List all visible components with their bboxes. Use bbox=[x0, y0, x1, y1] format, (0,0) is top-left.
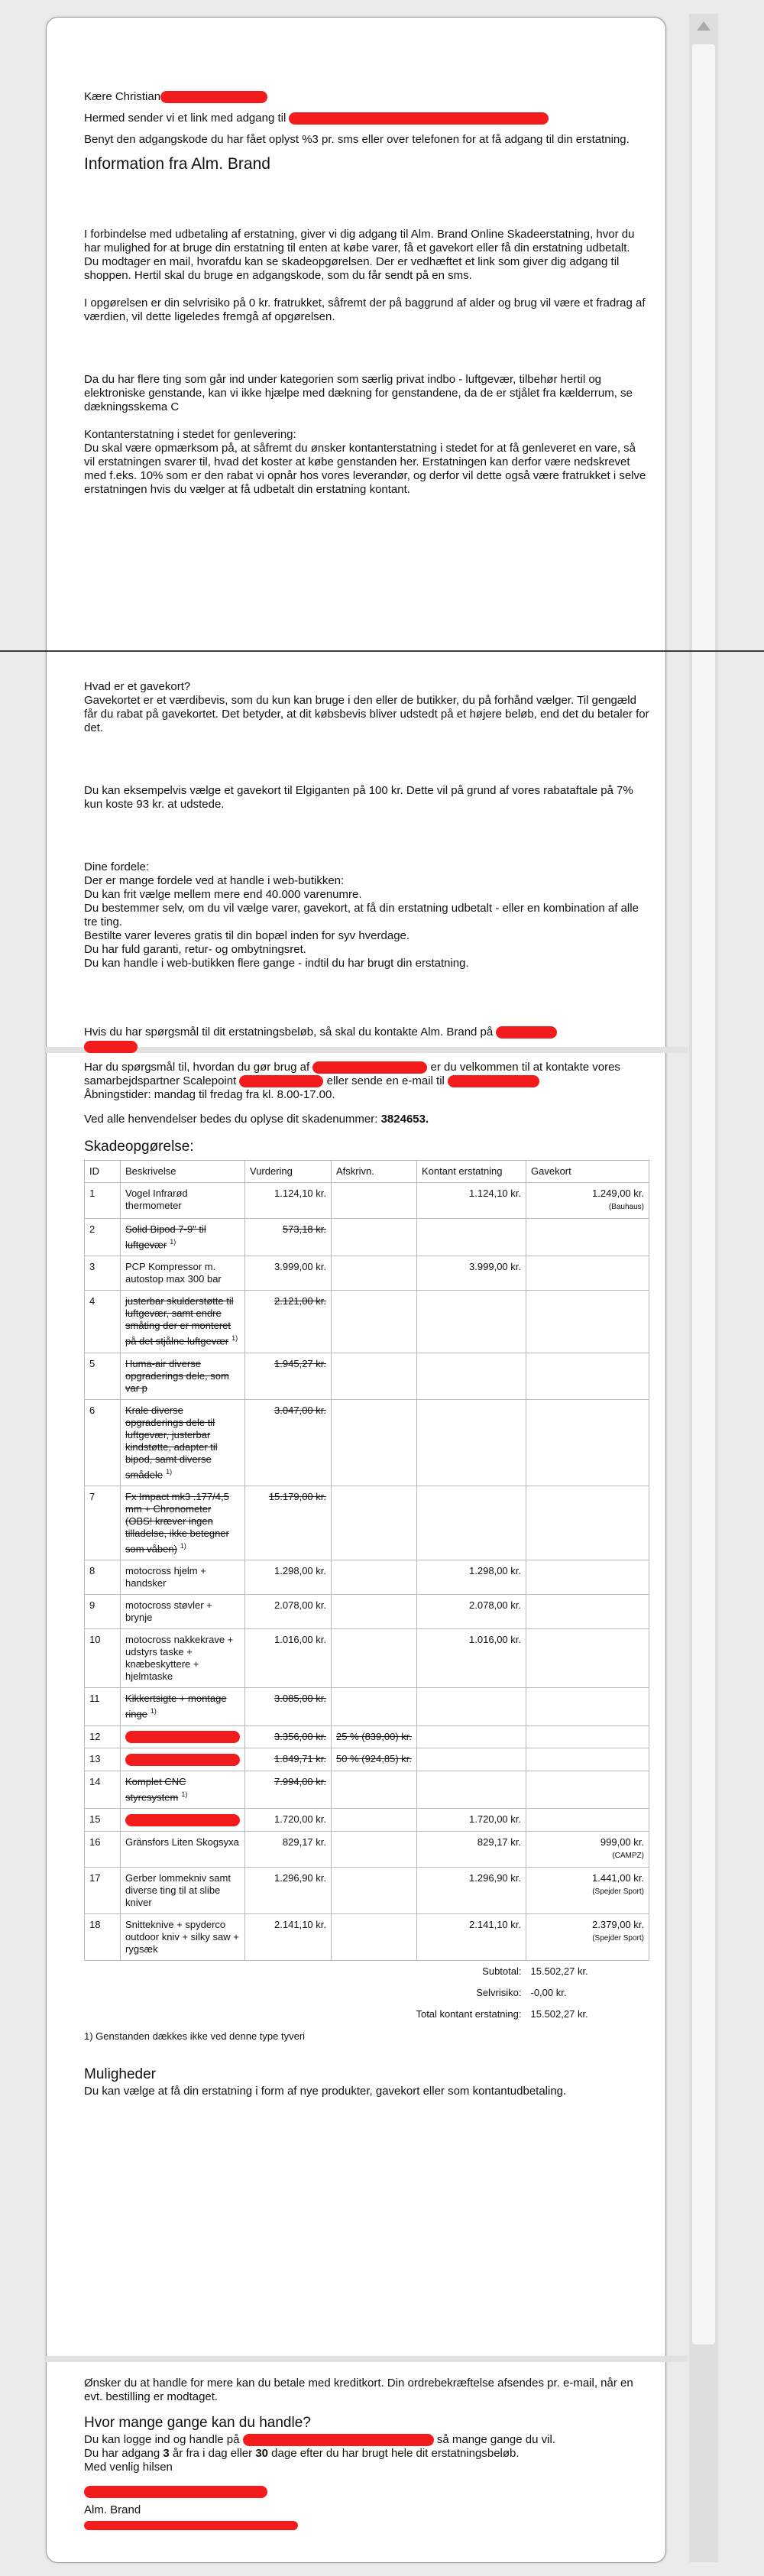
row-footnote-ref: 1) bbox=[180, 1542, 186, 1550]
row-giftcard bbox=[526, 1748, 649, 1771]
row-id-text: 13 bbox=[89, 1753, 101, 1765]
row-cash-text: 1.124,10 kr. bbox=[469, 1188, 521, 1200]
deductible-value: -0,00 kr. bbox=[530, 1986, 567, 1998]
contact-section bbox=[84, 1026, 649, 2098]
row-id bbox=[85, 1560, 121, 1595]
redacted-phone bbox=[496, 1026, 557, 1039]
row-giftcard bbox=[526, 1560, 649, 1595]
row-description bbox=[121, 1353, 245, 1399]
row-depreciation bbox=[332, 1688, 417, 1725]
row-cash-text: 1.720,00 kr. bbox=[469, 1813, 521, 1826]
row-cash bbox=[417, 1486, 526, 1560]
row-giftcard bbox=[526, 1353, 649, 1399]
row-depreciation bbox=[332, 1256, 417, 1291]
info-heading: Information fra Alm. Brand bbox=[84, 155, 270, 173]
row-valuation bbox=[245, 1629, 332, 1688]
row-cash-text: 2.078,00 kr. bbox=[469, 1599, 521, 1612]
row-cash bbox=[417, 1399, 526, 1486]
row-depreciation bbox=[332, 1725, 417, 1748]
table-row bbox=[85, 1595, 649, 1629]
redacted-description bbox=[125, 1754, 240, 1766]
row-cash-text: 1.298,00 kr. bbox=[469, 1565, 521, 1577]
benefit-item: Der er mange fordele ved at handle i web-butikken: bbox=[84, 874, 345, 887]
row-cash bbox=[417, 1595, 526, 1629]
row-description bbox=[121, 1291, 245, 1353]
total-label: Total kontant erstatning: bbox=[416, 2007, 522, 2020]
row-id-text: 3 bbox=[89, 1261, 96, 1273]
row-cash bbox=[417, 1560, 526, 1595]
deductible-row bbox=[85, 1982, 649, 2004]
row-description bbox=[121, 1867, 245, 1913]
row-valuation bbox=[245, 1831, 332, 1867]
row-depreciation-text: 50 % (924,85) kr. bbox=[336, 1753, 412, 1765]
row-giftcard bbox=[526, 1771, 649, 1808]
times-access-text: Du har adgang bbox=[84, 2447, 163, 2460]
row-description-text: Snitteknive + spyderco outdoor kniv + silky saw + rygsæk bbox=[125, 1918, 239, 1955]
row-valuation bbox=[245, 1183, 332, 1219]
row-description-text: motocross støvler + brynje bbox=[125, 1599, 212, 1624]
row-valuation bbox=[245, 1595, 332, 1629]
row-valuation-text: 1.016,00 kr. bbox=[274, 1634, 326, 1646]
row-valuation-text: 2.141,10 kr. bbox=[274, 1918, 326, 1930]
row-depreciation bbox=[332, 1831, 417, 1867]
row-giftcard bbox=[526, 1486, 649, 1560]
row-valuation bbox=[245, 1913, 332, 1960]
benefit-item: Du kan frit vælge mellem mere end 40.000 varenumre. bbox=[84, 888, 362, 901]
row-description bbox=[121, 1831, 245, 1867]
row-valuation bbox=[245, 1748, 332, 1771]
row-giftcard bbox=[526, 1629, 649, 1688]
table-row bbox=[85, 1353, 649, 1399]
row-valuation-text: 1.945,27 kr. bbox=[274, 1357, 326, 1369]
row-valuation bbox=[245, 1353, 332, 1399]
row-valuation bbox=[245, 1219, 332, 1256]
row-description bbox=[121, 1809, 245, 1832]
row-cash bbox=[417, 1291, 526, 1353]
row-id bbox=[85, 1725, 121, 1748]
row-giftcard bbox=[526, 1183, 649, 1219]
row-id bbox=[85, 1353, 121, 1399]
table-header-row bbox=[85, 1161, 649, 1183]
row-depreciation bbox=[332, 1219, 417, 1256]
row-cash-text: 3.999,00 kr. bbox=[469, 1261, 521, 1273]
row-giftcard bbox=[526, 1831, 649, 1867]
claim-number: 3824653. bbox=[380, 1113, 429, 1126]
row-footnote-ref: 1) bbox=[231, 1334, 238, 1343]
times-days: 30 bbox=[255, 2447, 269, 2460]
redacted-link bbox=[289, 112, 549, 125]
scrollbar[interactable] bbox=[689, 14, 718, 2562]
row-description-text: Vogel Infrarød thermometer bbox=[125, 1188, 188, 1212]
table-row bbox=[85, 1291, 649, 1353]
intro-link-text: Hermed sender vi et link med adgang til bbox=[84, 112, 286, 125]
row-depreciation bbox=[332, 1353, 417, 1399]
table-row bbox=[85, 1809, 649, 1832]
row-id-text: 9 bbox=[89, 1599, 96, 1612]
row-description-text: Komplet CNC styresystem bbox=[125, 1775, 186, 1803]
row-shop: (Spejder Sport) bbox=[592, 1933, 644, 1943]
row-depreciation bbox=[332, 1748, 417, 1771]
row-depreciation bbox=[332, 1291, 417, 1353]
table-row bbox=[85, 1486, 649, 1560]
row-cash bbox=[417, 1771, 526, 1808]
row-description-text: Kikkertsigte + montage ringe bbox=[125, 1693, 227, 1720]
times-access-tail: dage efter du har brugt hele dit erstatningsbeløb. bbox=[268, 2447, 520, 2460]
row-valuation-text: 1.124,10 kr. bbox=[274, 1188, 326, 1200]
row-footnote-ref: 1) bbox=[150, 1707, 157, 1716]
redacted-address bbox=[84, 2521, 298, 2530]
row-description bbox=[121, 1399, 245, 1486]
row-cash bbox=[417, 1867, 526, 1913]
row-giftcard bbox=[526, 1725, 649, 1748]
times-access-mid: år fra i dag eller bbox=[169, 2447, 256, 2460]
row-id bbox=[85, 1688, 121, 1725]
row-id bbox=[85, 1809, 121, 1832]
row-valuation-text: 1.296,90 kr. bbox=[274, 1871, 326, 1884]
row-id-text: 8 bbox=[89, 1565, 96, 1577]
row-valuation bbox=[245, 1725, 332, 1748]
redacted-phone bbox=[84, 1041, 138, 1053]
row-valuation bbox=[245, 1399, 332, 1486]
contact-email-text: eller sende en e-mail til bbox=[326, 1074, 445, 1088]
band-divider bbox=[46, 2356, 688, 2362]
row-giftcard bbox=[526, 1688, 649, 1725]
subtotal-label: Subtotal: bbox=[482, 1965, 522, 1977]
row-id bbox=[85, 1771, 121, 1808]
row-description bbox=[121, 1913, 245, 1960]
row-id-text: 7 bbox=[89, 1491, 96, 1503]
row-id bbox=[85, 1399, 121, 1486]
times-years: 3 bbox=[163, 2447, 170, 2460]
row-valuation-text: 573,18 kr. bbox=[282, 1223, 326, 1236]
row-giftcard-text: 1.441,00 kr. bbox=[592, 1871, 644, 1884]
benefit-item: Du kan handle i web-butikken flere gange - indtil du har brugt din erstatning. bbox=[84, 957, 469, 970]
row-valuation bbox=[245, 1486, 332, 1560]
table-heading: Skadeopgørelse: bbox=[84, 1139, 194, 1155]
row-depreciation bbox=[332, 1183, 417, 1219]
table-row bbox=[85, 1183, 649, 1219]
row-cash bbox=[417, 1831, 526, 1867]
table-row bbox=[85, 1725, 649, 1748]
row-depreciation bbox=[332, 1913, 417, 1960]
col-id: ID bbox=[85, 1161, 121, 1183]
row-cash bbox=[417, 1219, 526, 1256]
row-cash-text: 1.296,90 kr. bbox=[469, 1871, 521, 1884]
row-id-text: 4 bbox=[89, 1295, 96, 1307]
row-description-text: Fx Impact mk3 .177/4,5 mm + Chronometer (OBS! kræver ingen tilladelse, ikke betegner som våben) bbox=[125, 1491, 229, 1555]
subtotal-value: 15.502,27 kr. bbox=[530, 1965, 588, 1977]
row-cash-text: 2.141,10 kr. bbox=[469, 1918, 521, 1930]
row-cash-text: 829,17 kr. bbox=[477, 1836, 521, 1848]
row-description-text: motocross hjelm + handsker bbox=[125, 1565, 206, 1589]
row-description bbox=[121, 1748, 245, 1771]
row-description-text: Huma-air diverse opgraderings dele, som var p bbox=[125, 1357, 229, 1394]
table-row bbox=[85, 1560, 649, 1595]
row-cash-text: 1.016,00 kr. bbox=[469, 1634, 521, 1646]
row-description-text: justerbar skulderstøtte til luftgevær, samt endre småting der er monteret på det stjålne luftgevær bbox=[125, 1295, 234, 1347]
row-valuation bbox=[245, 1560, 332, 1595]
row-depreciation bbox=[332, 1771, 417, 1808]
row-id-text: 16 bbox=[89, 1836, 101, 1848]
row-cash bbox=[417, 1913, 526, 1960]
gift-title: Hvad er et gavekort? bbox=[84, 680, 191, 693]
subtotal-row bbox=[85, 1960, 649, 1982]
redacted-link bbox=[243, 2434, 434, 2446]
row-description bbox=[121, 1688, 245, 1725]
benefit-item: Bestilte varer leveres gratis til din bopæl inden for syv hverdage. bbox=[84, 929, 410, 942]
row-description bbox=[121, 1725, 245, 1748]
row-description-text: PCP Kompressor m. autostop max 300 bar bbox=[125, 1261, 222, 1285]
table-row bbox=[85, 1831, 649, 1867]
times-login-tail: så mange gange du vil. bbox=[436, 2433, 555, 2446]
footnote: 1) Genstanden dækkes ikke ved denne type tyveri bbox=[84, 2030, 306, 2042]
row-description-text: motocross nakkekrave + udstyrs taske + knæbeskyttere + hjelmtaske bbox=[125, 1634, 234, 1683]
row-id-text: 11 bbox=[89, 1693, 100, 1705]
col-description: Beskrivelse bbox=[121, 1161, 245, 1183]
para-cash: Du skal være opmærksom på, at såfremt du ønsker kontanterstatning i stedet for at få genleveret en vare, så vil erstatningen svarer til, hvad det koster at købe genstanden her. Erstatningen kan derfor være nedskrevet med f.eks. 10% som er den rabat vi opnår hos vores leverandør, og derfor vil dette også være fratrukket i selve erstatningen hvis du vælger at få udbetalt din erstatning kontant. bbox=[84, 442, 646, 496]
row-valuation-text: 3.047,00 kr. bbox=[274, 1404, 326, 1416]
row-depreciation bbox=[332, 1629, 417, 1688]
row-description bbox=[121, 1560, 245, 1595]
row-id-text: 2 bbox=[89, 1223, 96, 1236]
row-id bbox=[85, 1867, 121, 1913]
row-footnote-ref: 1) bbox=[170, 1238, 176, 1246]
row-description bbox=[121, 1486, 245, 1560]
times-login-text: Du kan logge ind og handle på bbox=[84, 2433, 240, 2446]
row-valuation-text: 15.179,00 kr. bbox=[268, 1491, 326, 1503]
closing-section bbox=[84, 2377, 649, 2531]
row-giftcard bbox=[526, 1595, 649, 1629]
row-id bbox=[85, 1183, 121, 1219]
col-cash: Kontant erstatning bbox=[417, 1161, 526, 1183]
col-giftcard: Gavekort bbox=[526, 1161, 649, 1183]
row-shop: (Bauhaus) bbox=[608, 1203, 644, 1212]
row-cash bbox=[417, 1353, 526, 1399]
row-id-text: 6 bbox=[89, 1404, 96, 1416]
row-giftcard bbox=[526, 1913, 649, 1960]
row-cash bbox=[417, 1748, 526, 1771]
row-valuation-text: 1.720,00 kr. bbox=[274, 1813, 326, 1826]
row-id bbox=[85, 1831, 121, 1867]
row-cash bbox=[417, 1256, 526, 1291]
row-giftcard bbox=[526, 1809, 649, 1832]
row-id bbox=[85, 1291, 121, 1353]
row-cash bbox=[417, 1629, 526, 1688]
scroll-up-arrow-icon[interactable] bbox=[697, 21, 711, 31]
redacted-description bbox=[125, 1814, 240, 1826]
row-cash bbox=[417, 1688, 526, 1725]
row-giftcard bbox=[526, 1256, 649, 1291]
total-value: 15.502,27 kr. bbox=[530, 2007, 588, 2020]
row-id-text: 14 bbox=[89, 1775, 101, 1787]
row-cash bbox=[417, 1809, 526, 1832]
row-depreciation bbox=[332, 1809, 417, 1832]
benefit-item: Du har fuld garanti, retur- og ombytningsret. bbox=[84, 943, 306, 956]
row-depreciation bbox=[332, 1595, 417, 1629]
row-id bbox=[85, 1595, 121, 1629]
options-text: Du kan vælge at få din erstatning i form af nye produkter, gavekort eller som kontantudbetaling. bbox=[84, 2084, 567, 2098]
regards: Med venlig hilsen bbox=[84, 2461, 173, 2474]
redacted-email bbox=[448, 1075, 539, 1087]
row-footnote-ref: 1) bbox=[181, 1790, 188, 1798]
para-mail: Du modtager en mail, hvorafdu kan se skadeopgørelsen. Der er vedhæftet et link som giver dig adgang til shoppen. Hertil skal du bruge en adgangskode, som du får sendt på en sms. bbox=[84, 255, 620, 282]
loss-table bbox=[84, 1160, 649, 2025]
greeting: Kære Christian bbox=[84, 90, 161, 103]
row-description-text: Solid Bipod 7-9" til luftgevær bbox=[125, 1223, 206, 1251]
row-id bbox=[85, 1486, 121, 1560]
table-row bbox=[85, 1867, 649, 1913]
row-id bbox=[85, 1748, 121, 1771]
row-depreciation-text: 25 % (839,00) kr. bbox=[336, 1730, 412, 1742]
benefits-title: Dine fordele: bbox=[84, 860, 150, 873]
row-id-text: 1 bbox=[89, 1188, 96, 1200]
row-cash bbox=[417, 1183, 526, 1219]
row-valuation bbox=[245, 1256, 332, 1291]
contact-hours: Åbningstider: mandag til fredag fra kl. 8.00-17.00. bbox=[84, 1088, 335, 1102]
intro-access-text: Benyt den adgangskode du har fået oplyst %3 pr. sms eller over telefonen for at få adgang til din erstatning. bbox=[84, 133, 630, 146]
row-valuation bbox=[245, 1809, 332, 1832]
col-depreciation: Afskrivn. bbox=[332, 1161, 417, 1183]
row-valuation-text: 2.121,00 kr. bbox=[274, 1295, 326, 1307]
row-description bbox=[121, 1219, 245, 1256]
para-coverage: Da du har flere ting som går ind under kategorien som særlig privat indbo - luftgevær, tilbehør hertil og elektroniske genstande, kan vi ikke hjælpe med dækning for genstandene, da de er stjålet fra kælderrum, se dækningsskema C bbox=[84, 373, 633, 413]
row-id-text: 17 bbox=[89, 1871, 101, 1884]
row-valuation-text: 829,17 kr. bbox=[282, 1836, 326, 1848]
row-valuation bbox=[245, 1291, 332, 1353]
table-row bbox=[85, 1688, 649, 1725]
row-id bbox=[85, 1629, 121, 1688]
para-deductible: I opgørelsen er din selvrisiko på 0 kr. fratrukket, såfremt der på baggrund af alder og brug vil være et fradrag af værdien, vil dette ligeledes fremgå af opgørelsen. bbox=[84, 296, 646, 323]
row-giftcard bbox=[526, 1399, 649, 1486]
row-depreciation bbox=[332, 1486, 417, 1560]
row-valuation-text: 3.999,00 kr. bbox=[274, 1261, 326, 1273]
row-description-text: Gränsfors Liten Skogsyxa bbox=[125, 1836, 239, 1848]
section-divider bbox=[0, 650, 764, 652]
deductible-label: Selvrisiko: bbox=[476, 1986, 522, 1998]
row-giftcard-text: 1.249,00 kr. bbox=[592, 1188, 644, 1200]
redacted-signature bbox=[84, 2486, 267, 2498]
row-shop: (Spejder Sport) bbox=[592, 1887, 644, 1896]
row-id bbox=[85, 1256, 121, 1291]
row-id bbox=[85, 1913, 121, 1960]
row-valuation-text: 1.849,71 kr. bbox=[274, 1753, 326, 1765]
row-description bbox=[121, 1629, 245, 1688]
redacted-phone bbox=[239, 1075, 323, 1087]
row-description bbox=[121, 1771, 245, 1808]
row-valuation bbox=[245, 1771, 332, 1808]
table-row bbox=[85, 1399, 649, 1486]
benefit-item: Du bestemmer selv, om du vil vælge varer, gavekort, at få din erstatning udbetalt - eller en kombination af alle tre ting. bbox=[84, 902, 639, 928]
redacted-description bbox=[125, 1731, 240, 1743]
col-valuation: Vurdering bbox=[245, 1161, 332, 1183]
gift-example: Du kan eksempelvis vælge et gavekort til Elgiganten på 100 kr. Dette vil på grund af vores rabataftale på 7% kun koste 93 kr. at udstede. bbox=[84, 784, 633, 811]
row-valuation-text: 1.298,00 kr. bbox=[274, 1565, 326, 1577]
row-valuation bbox=[245, 1688, 332, 1725]
table-row bbox=[85, 1219, 649, 1256]
row-description bbox=[121, 1595, 245, 1629]
row-giftcard bbox=[526, 1867, 649, 1913]
row-valuation-text: 7.994,00 kr. bbox=[274, 1775, 326, 1787]
table-row bbox=[85, 1771, 649, 1808]
row-depreciation bbox=[332, 1867, 417, 1913]
row-depreciation bbox=[332, 1399, 417, 1486]
signature: Alm. Brand bbox=[84, 2503, 141, 2516]
gift-text: Gavekortet er et værdibevis, som du kun kan bruge i den eller de butikker, du på forhånd vælger. Til gengæld får du rabat på gavekortet. Det betyder, at dit købsbevis bliver udstedt på et højere beløb, end det du betaler for det. bbox=[84, 694, 649, 734]
row-cash bbox=[417, 1725, 526, 1748]
times-heading: Hvor mange gange kan du handle? bbox=[84, 2415, 311, 2431]
para-payment: I forbindelse med udbetaling af erstatning, giver vi dig adgang til Alm. Brand Online Skadeerstatning, hvor du har mulighed for at bruge din erstatning til enten at købe varer, få et gavekort eller få din erstatning udbetalt. bbox=[84, 228, 635, 254]
table-row bbox=[85, 1256, 649, 1291]
row-description bbox=[121, 1256, 245, 1291]
claim-text: Ved alle henvendelser bedes du oplyse dit skadenummer: bbox=[84, 1113, 378, 1126]
contact-phone-text: Hvis du har spørgsmål til dit erstatningsbeløb, så skal du kontakte Alm. Brand på bbox=[84, 1026, 494, 1039]
row-valuation-text: 2.078,00 kr. bbox=[274, 1599, 326, 1612]
row-giftcard bbox=[526, 1219, 649, 1256]
intro-section bbox=[84, 90, 649, 497]
row-valuation bbox=[245, 1867, 332, 1913]
row-valuation-text: 3.356,00 kr. bbox=[274, 1730, 326, 1742]
row-giftcard-text: 2.379,00 kr. bbox=[592, 1918, 644, 1930]
row-id-text: 5 bbox=[89, 1357, 96, 1369]
contact-partner-text: er du velkommen til at kontakte vores samarbejdspartner Scalepoint bbox=[84, 1061, 620, 1088]
row-id-text: 10 bbox=[89, 1634, 101, 1646]
credit-text: Ønsker du at handle for mere kan du betale med kreditkort. Din ordrebekræftelse afsendes pr. e-mail, når en evt. bestilling er modtaget. bbox=[84, 2377, 633, 2403]
row-id bbox=[85, 1219, 121, 1256]
row-id-text: 15 bbox=[89, 1813, 101, 1826]
row-id-text: 18 bbox=[89, 1918, 101, 1930]
table-row bbox=[85, 1748, 649, 1771]
contact-webshop-text: Har du spørgsmål til, hvordan du gør brug af bbox=[84, 1061, 310, 1074]
row-description bbox=[121, 1183, 245, 1219]
redacted-name bbox=[160, 91, 267, 103]
row-depreciation bbox=[332, 1560, 417, 1595]
redacted-link bbox=[312, 1061, 427, 1074]
row-description-text: Krale diverse opgraderings dele til luftgevær, justerbar kindstøtte, adapter til bipod, samt diverse smådele bbox=[125, 1404, 218, 1481]
para-cash-title: Kontanterstatning i stedet for genlevering: bbox=[84, 428, 296, 441]
row-shop: (CAMPZ) bbox=[612, 1851, 644, 1860]
row-id-text: 12 bbox=[89, 1730, 101, 1742]
row-footnote-ref: 1) bbox=[166, 1467, 173, 1476]
giftcard-section bbox=[84, 680, 649, 970]
row-valuation-text: 3.085,00 kr. bbox=[274, 1693, 326, 1705]
row-giftcard bbox=[526, 1291, 649, 1353]
options-heading: Muligheder bbox=[84, 2066, 156, 2082]
table-row bbox=[85, 1913, 649, 1960]
row-giftcard-text: 999,00 kr. bbox=[600, 1836, 644, 1848]
scroll-thumb[interactable] bbox=[692, 44, 715, 2344]
total-row bbox=[85, 2004, 649, 2025]
row-description-text: Gerber lommekniv samt diverse ting til at slibe kniver bbox=[125, 1871, 231, 1908]
table-row bbox=[85, 1629, 649, 1688]
